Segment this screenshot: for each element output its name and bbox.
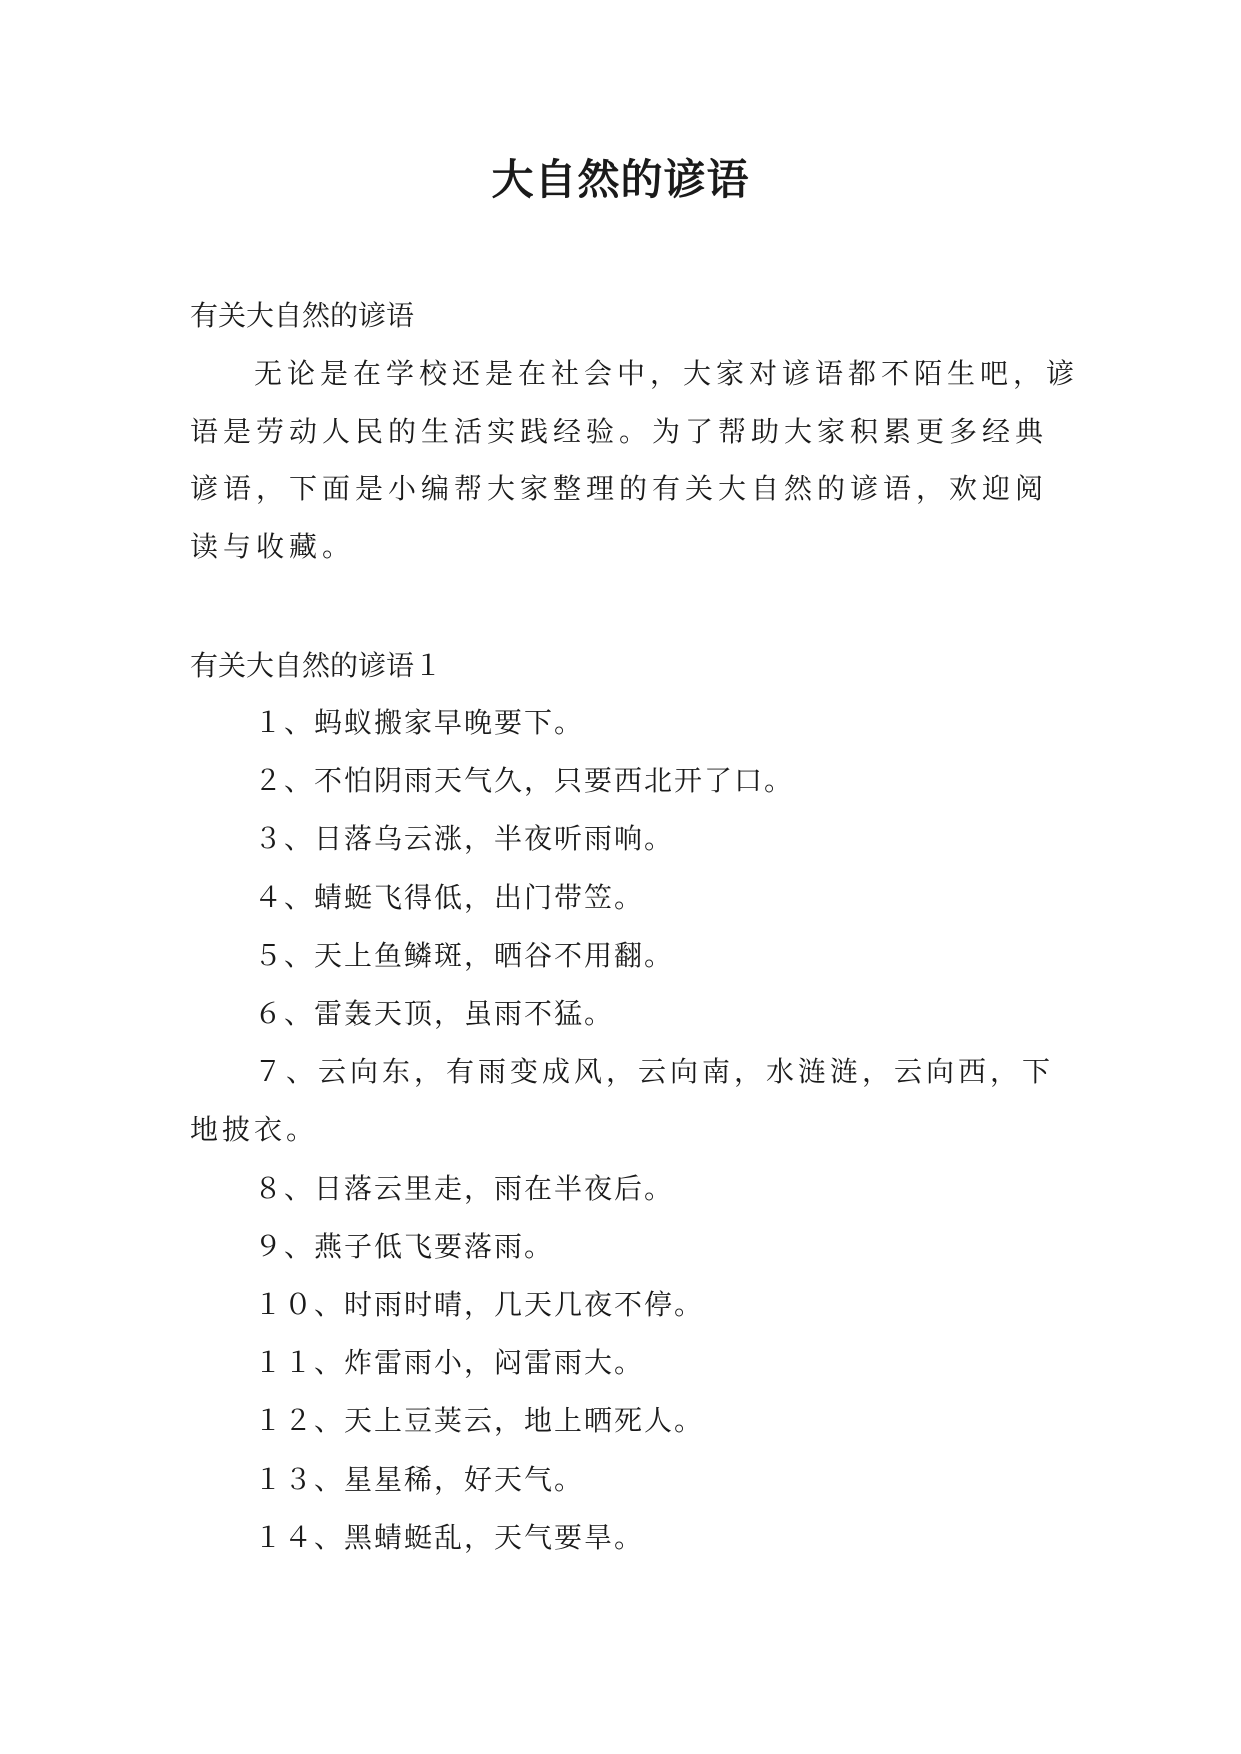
list-item: ６、雷轰天顶，虽雨不猛。 bbox=[254, 997, 615, 1031]
list-item: ７、云向东，有雨变成风，云向南，水涟涟，云向西，下地披衣。 bbox=[190, 1055, 1055, 1147]
list-item: １４、黑蜻蜓乱，天气要旱。 bbox=[254, 1520, 645, 1554]
list-item: ２、不怕阴雨天气久，只要西北开了口。 bbox=[254, 764, 795, 798]
list-item: ４、蜻蜓飞得低，出门带笠。 bbox=[254, 880, 645, 914]
section-heading: 有关大自然的谚语１ bbox=[190, 649, 443, 682]
list-item: ５、天上鱼鳞斑，晒谷不用翻。 bbox=[254, 938, 675, 972]
intro-heading: 有关大自然的谚语 bbox=[190, 299, 415, 332]
proverb-list bbox=[190, 694, 1080, 1567]
list-item: １、蚂蚁搬家早晚要下。 bbox=[254, 706, 585, 739]
list-item: １２、天上豆荚云，地上晒死人。 bbox=[254, 1404, 705, 1438]
document-title: 大自然的谚语 bbox=[491, 155, 750, 204]
list-item: ３、日落乌云涨，半夜听雨响。 bbox=[254, 822, 675, 856]
list-item: １３、星星稀，好天气。 bbox=[254, 1462, 585, 1496]
list-item: １１、炸雷雨小，闷雷雨大。 bbox=[254, 1346, 645, 1380]
intro-paragraph: 无论是在学校还是在社会中，大家对谚语都不陌生吧，谚语是劳动人民的生活实践经验。为了帮助大家积累更多经典谚语，下面是小编帮大家整理的有关大自然的谚语，欢迎阅读与收藏。 bbox=[190, 357, 1080, 563]
list-item: １０、时雨时晴，几天几夜不停。 bbox=[254, 1288, 705, 1322]
list-item: ９、燕子低飞要落雨。 bbox=[254, 1229, 555, 1263]
list-item: ８、日落云里走，雨在半夜后。 bbox=[254, 1171, 675, 1205]
